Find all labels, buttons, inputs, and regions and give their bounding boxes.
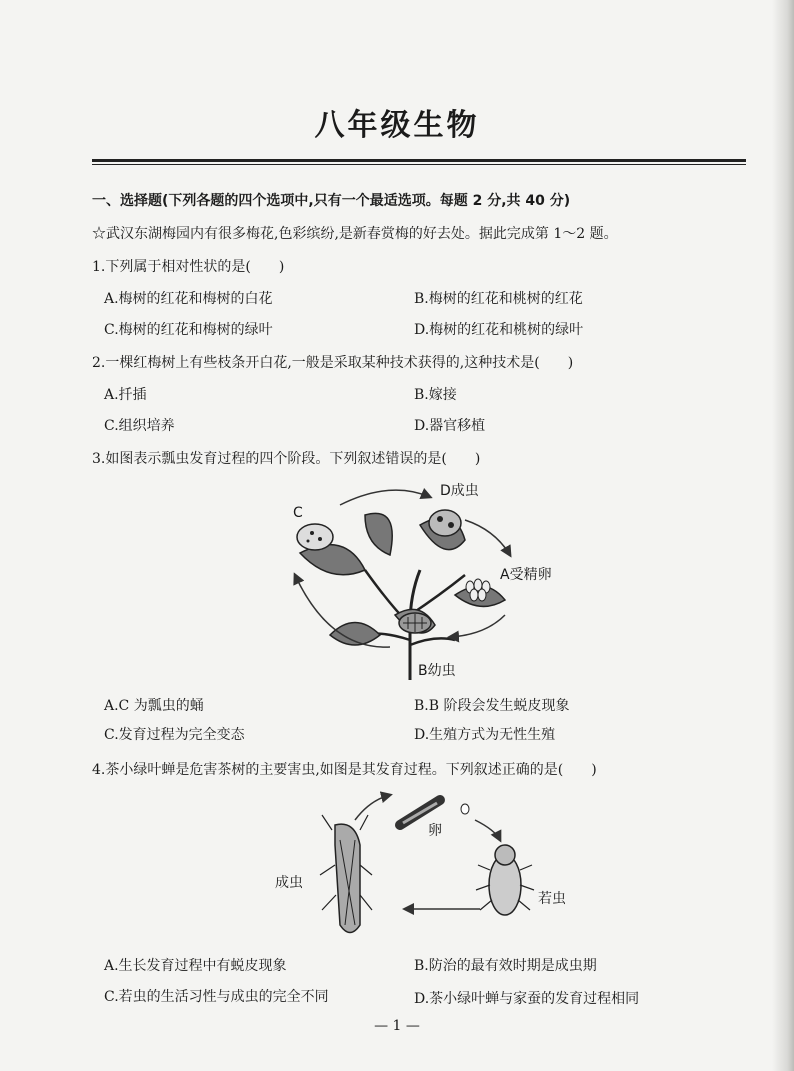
figure-label-egg: 卵: [428, 823, 442, 839]
figure-label-b: B幼虫: [418, 663, 456, 679]
question-2-option-a[interactable]: A.扦插: [104, 387, 147, 403]
section-heading: 一、选择题(下列各题的四个选项中,只有一个最适选项。每题 2 分,共 40 分): [92, 193, 571, 209]
page-edge-shadow: [772, 0, 794, 1071]
question-2-option-c[interactable]: C.组织培养: [104, 418, 175, 434]
page-number: — 1 —: [374, 1018, 420, 1034]
question-3-option-a[interactable]: A.C 为瓢虫的蛹: [104, 698, 204, 714]
question-3-option-c[interactable]: C.发育过程为完全变态: [104, 727, 245, 743]
question-4-option-c[interactable]: C.若虫的生活习性与成虫的完全不同: [104, 989, 329, 1005]
question-3-option-b[interactable]: B.B 阶段会发生蜕皮现象: [414, 698, 570, 714]
question-3-stem: 3.如图表示瓢虫发育过程的四个阶段。下列叙述错误的是( ): [92, 451, 481, 467]
section-intro: ☆武汉东湖梅园内有很多梅花,色彩缤纷,是新春赏梅的好去处。据此完成第 1～2 题。: [92, 226, 618, 242]
figure-label-d: D成虫: [440, 483, 479, 499]
question-1-option-c[interactable]: C.梅树的红花和梅树的绿叶: [104, 322, 273, 338]
figure-label-nymph: 若虫: [538, 891, 566, 907]
figure-label-adult: 成虫: [275, 875, 303, 891]
question-4-stem: 4.茶小绿叶蝉是危害茶树的主要害虫,如图是其发育过程。下列叙述正确的是( ): [92, 762, 597, 778]
question-4-option-d[interactable]: D.茶小绿叶蝉与家蚕的发育过程相同: [414, 991, 640, 1007]
question-1-option-b[interactable]: B.梅树的红花和桃树的红花: [414, 291, 583, 307]
question-4-option-b[interactable]: B.防治的最有效时期是成虫期: [414, 958, 597, 974]
question-2-option-b[interactable]: B.嫁接: [414, 387, 457, 403]
leafhopper-lifecycle-figure: [260, 785, 590, 945]
figure-label-c: C: [293, 505, 303, 521]
ladybug-lifecycle-figure: [270, 475, 570, 685]
page-title: 八年级生物: [314, 108, 480, 143]
question-2-stem: 2.一棵红梅树上有些枝条开白花,一般是采取某种技术获得的,这种技术是( ): [92, 355, 574, 371]
question-3-option-d[interactable]: D.生殖方式为无性生殖: [414, 727, 556, 743]
question-4-option-a[interactable]: A.生长发育过程中有蜕皮现象: [104, 958, 287, 974]
question-1-stem: 1.下列属于相对性状的是( ): [92, 259, 285, 275]
title-rule-thin: [92, 164, 746, 165]
question-2-option-d[interactable]: D.器官移植: [414, 418, 486, 434]
title-rule-thick: [92, 159, 746, 162]
figure-label-a: A受精卵: [500, 567, 552, 583]
question-1-option-a[interactable]: A.梅树的红花和梅树的白花: [104, 291, 273, 307]
question-1-option-d[interactable]: D.梅树的红花和桃树的绿叶: [414, 322, 584, 338]
